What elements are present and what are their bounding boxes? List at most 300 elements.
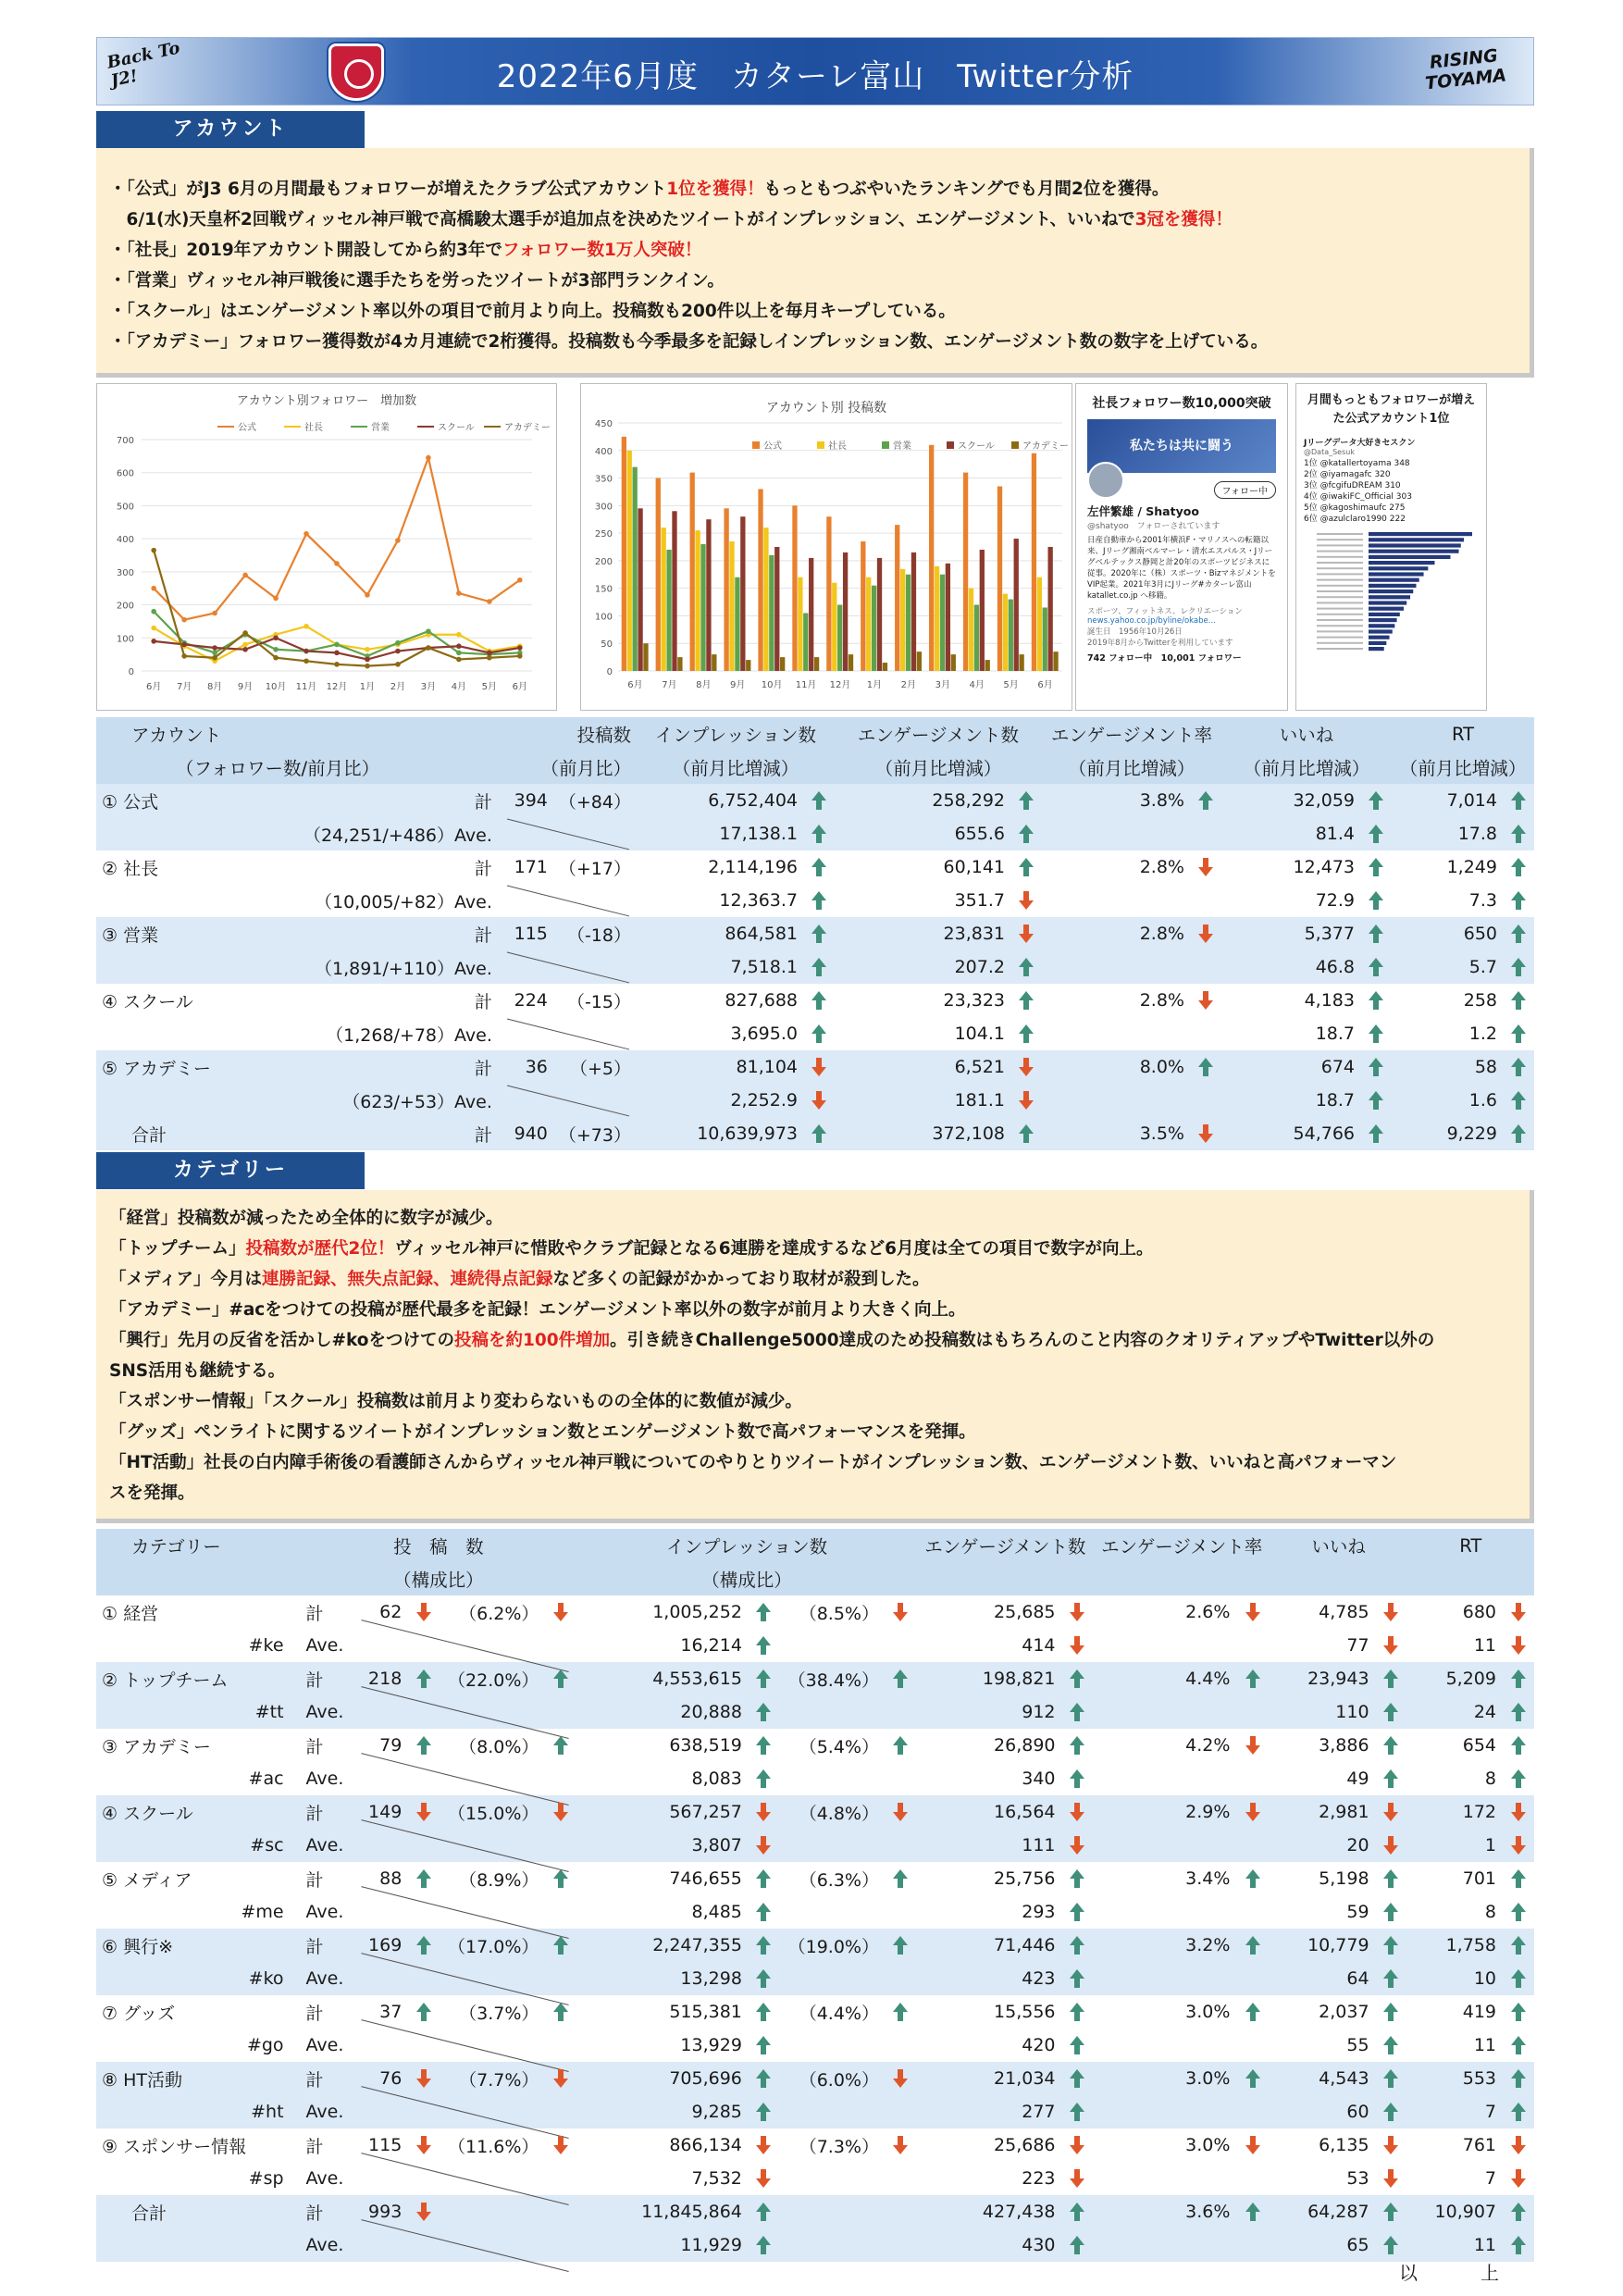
trend-cell [1235,1729,1270,1762]
legend-swatch [752,441,760,449]
arrow-up-icon [1367,990,1385,1011]
y-tick-label: 500 [116,502,134,513]
rate-cell: 2.8% [1042,917,1190,950]
y-tick-label: 450 [594,419,613,429]
ave-label: Ave. [454,825,492,846]
posts-diff-cell: （+84） [553,784,637,817]
arrow-up-icon [1509,957,1528,977]
trend-cell [1360,1084,1392,1117]
bar [724,508,728,671]
data-point [242,573,248,578]
trend-cell [803,1084,835,1117]
following-button[interactable]: フォロー中 [1214,481,1277,499]
table-row [96,1929,1534,1962]
summary-text: 「HT活動」社長の白内障手術後の看護師さんからヴィッセル神戸戦についてのやりとりツイートがインプレッション数、エンゲージメント数、いいねと高パフォーマン [109,1453,1397,1472]
tweet-handle: @Data_Sesuk [1304,448,1355,456]
ranking-bar [1369,607,1404,611]
engagements-cell: 60,141 [943,857,1005,877]
subheader-cell: （前月比） [498,751,637,784]
table-row-average [96,2162,1534,2195]
trend-cell [748,1929,780,1962]
likes-average-cell: 110 [1270,1695,1375,1729]
rate-cell: 3.2% [1094,1929,1236,1962]
data-point [151,626,156,631]
empty-cell [780,1695,917,1729]
empty-diagonal-cell [498,950,637,984]
bar [980,550,985,671]
trend-cell [1502,2095,1534,2128]
empty-cell [780,1962,917,1995]
data-point [304,658,309,664]
arrow-up-icon [1509,1024,1528,1044]
ranking-bar [1369,601,1406,604]
bar [1032,453,1036,671]
legend-swatch [1011,441,1019,449]
arrow-down-icon [1196,857,1215,877]
arrow-up-icon [754,1769,773,1789]
account-name: ③ 営業 [102,925,159,946]
trend-cell [885,1729,917,1762]
profile-category: スポーツ、フィットネス、レクリエーション [1087,607,1243,616]
trend-cell [1360,984,1392,1017]
empty-cell [1094,1762,1270,1795]
arrow-up-icon [1068,1735,1086,1756]
trend-cell [1061,1695,1094,1729]
trend-cell [803,1117,835,1150]
ranking-bar [1369,550,1459,553]
empty-diagonal-cell [351,2095,577,2128]
arrow-up-icon [891,1669,910,1689]
kei-label: 計 [301,1662,351,1695]
posts-cell: 79 [379,1735,403,1756]
trend-cell [748,1795,780,1829]
arrow-up-icon [1509,1057,1528,1077]
impressions-cell: 864,581 [637,917,803,950]
trend-cell [1360,817,1392,850]
summary-text: ヴィッセル神戸に惜敗やクラブ記録となる6連勝を達成するなど6月度は全ての項目で数字が向上。 [394,1239,1154,1259]
data-point [273,596,279,602]
x-tick-label: 9月 [730,680,746,690]
kei-label: 計 [301,2062,351,2095]
arrow-up-icon [1381,1669,1400,1689]
trend-cell [1190,1117,1221,1150]
followers-cell [96,1017,498,1050]
legend-label: 社長 [304,423,323,433]
trend-cell [1375,1895,1407,1929]
posts-cell: 169 [351,1929,408,1962]
rank-account: 5位 @kagoshimaufc [1304,503,1387,513]
follower-line-chart-svg [97,384,556,710]
arrow-up-icon [754,2102,773,2122]
trend-cell [1235,2195,1270,2228]
data-point [304,531,309,537]
trend-cell [803,850,835,884]
trend-cell [407,1995,440,2029]
rt-cell: 1,758 [1406,1929,1502,1962]
bar [746,660,750,671]
rate-cell: 2.6% [1185,1602,1231,1622]
tag-cell: #sc [96,1829,301,1862]
trend-cell [1010,1017,1042,1050]
posts-cell: 76 [351,2062,408,2095]
ranking-bar-label [1317,585,1363,587]
trend-cell [1061,2228,1094,2262]
likes-cell: 12,473 [1293,857,1355,877]
trend-cell [1502,1595,1534,1629]
trend-cell [1502,2029,1534,2062]
arrow-up-icon [1367,890,1385,911]
subheader-cell: （フォロワー数/前月比） [96,751,498,784]
arrow-down-icon [1068,1835,1086,1855]
arrow-up-icon [1381,1902,1400,1922]
bar [1009,600,1013,671]
trend-cell [1190,784,1221,817]
profile-link[interactable]: news.yahoo.co.jp/byline/okabe... [1087,616,1216,626]
trend-cell [748,2195,780,2228]
category-name-cell: ② トップチーム [96,1662,301,1695]
bar [690,473,695,671]
data-point [151,609,156,614]
bar [662,527,666,671]
arrow-up-icon [1509,890,1528,911]
category-name-cell: ⑨ スポンサー情報 [102,2136,247,2157]
bar [622,437,626,671]
arrow-down-icon [810,1057,828,1077]
data-point [426,645,431,651]
likes-cell: 5,198 [1319,1868,1369,1889]
arrow-up-icon [1068,1669,1086,1689]
rt-cell: 650 [1392,917,1503,950]
ranking-bar [1369,613,1400,616]
trend-cell [407,1595,440,1629]
ave-label: Ave. [305,2035,344,2055]
subheader-cell: （前月比増減） [637,751,835,784]
ranking-bar-chart [1304,528,1480,653]
share-cell: （3.7%） [459,2003,539,2024]
impressions-average-cell: 8,485 [691,1902,742,1922]
empty-cell [1042,1084,1190,1117]
table-row-average [96,817,1534,850]
posts-cell: 88 [379,1868,403,1889]
likes-average-cell: 20 [1270,1829,1375,1862]
arrow-up-icon [810,990,828,1011]
ranking-bar-label [1317,608,1363,610]
data-point [304,649,309,654]
x-tick-label: 6月 [627,680,643,690]
empty-cell [780,2029,917,2062]
trend-cell [1010,1084,1042,1117]
rate-cell: 4.2% [1185,1735,1231,1756]
arrow-up-icon [1509,990,1528,1011]
legend-swatch [817,441,824,449]
impressions-average-cell: 20,888 [576,1695,748,1729]
data-point [212,611,217,616]
trend-cell [1010,850,1042,884]
trend-cell [1010,984,1042,1017]
trend-cell [748,1895,780,1929]
trend-cell [803,950,835,984]
category-summary-line [109,1234,1530,1264]
arrow-up-icon [810,1024,828,1044]
x-tick-label: 10月 [265,682,287,692]
posts-cell: 218 [351,1662,408,1695]
impressions-average-cell: 13,929 [680,2035,742,2055]
rt-average-cell: 1.6 [1392,1084,1503,1117]
x-tick-label: 9月 [237,682,254,692]
summary-text: もっともつぶやいたランキングでも月間2位を獲得。 [763,180,1170,199]
ave-label: Ave. [301,2228,351,2262]
category-name-cell: ④ スクール [96,1795,301,1829]
highlight-text: 投稿を約100件増加 [454,1331,611,1350]
data-point [273,647,279,652]
arrow-up-icon [1367,1090,1385,1111]
arrow-down-icon [551,1602,570,1622]
engagements-cell: 15,556 [994,2002,1056,2022]
bar [677,657,682,671]
arrow-up-icon [754,2035,773,2055]
ranking-bar [1369,578,1419,582]
table-row-average [96,884,1534,917]
subheader-cell: （前月比増減） [835,751,1042,784]
posts-diff-cell: （-15） [566,991,631,1012]
ranking-bar-label [1317,625,1363,627]
trend-cell [1375,2195,1407,2228]
rt-average-cell: 17.8 [1392,817,1503,850]
engagements-average-cell: 223 [1022,2168,1056,2189]
trend-cell [1010,884,1042,917]
arrow-down-icon [415,1802,433,1822]
arrow-down-icon [1068,1602,1086,1622]
total-label: 合計 [96,2195,301,2228]
arrow-up-icon [1509,1735,1528,1756]
empty-cell [780,2095,917,2128]
impressions-average-cell: 7,532 [691,2168,742,2189]
ranking-bar [1369,532,1472,536]
empty-cell [1190,817,1221,850]
arrow-up-icon [1017,857,1035,877]
data-point [273,635,279,640]
data-point [304,624,309,629]
engagements-average-cell: 414 [1022,1635,1056,1656]
trend-cell [748,1762,780,1795]
rank-account: 2位 @iyamagafc [1304,470,1372,479]
posts-cell: 62 [379,1602,403,1622]
ranking-bar-label [1317,648,1363,650]
data-point [456,643,462,649]
trend-cell [1502,1795,1534,1829]
bar [627,451,632,671]
bar [729,541,734,671]
summary-text: 「経営」投稿数が減ったため全体的に数字が減少。 [109,1209,503,1228]
ranking-item [1304,503,1479,514]
empty-cell [1190,1084,1221,1117]
trend-cell [1375,1962,1407,1995]
trend-cell [1061,1662,1094,1695]
trend-cell [1503,850,1534,884]
account-summary-line [109,296,1530,327]
rt-average-cell: 11 [1473,1635,1496,1656]
subheader-cell: （前月比増減） [1221,751,1392,784]
trend-cell [1061,1995,1094,2029]
impressions-cell: 866,134 [669,2135,742,2155]
likes-average-cell: 49 [1346,1769,1369,1789]
ranking-bar [1369,584,1416,588]
arrow-down-icon [551,2135,570,2155]
arrow-down-icon [754,1835,773,1855]
president-profile-card [1075,383,1288,711]
posts-cell: 171 [514,857,548,877]
rt-cell: 701 [1462,1868,1496,1889]
table-row [96,1662,1534,1695]
empty-cell [1094,2029,1270,2062]
arrow-up-icon [754,1669,773,1689]
profile-follow-count: 742 フォロー中 10,001 フォロワー [1087,653,1242,664]
table-row [96,1050,1534,1084]
ave-label: Ave. [454,958,492,979]
impressions-average-cell: 7,518.1 [637,950,803,984]
empty-diagonal-cell [351,2029,577,2062]
posts-cell: 224 [514,990,548,1011]
ranking-bar [1369,566,1428,570]
share-cell: （22.0%） [440,1662,544,1695]
share-cell: （7.7%） [440,2062,544,2095]
arrow-up-icon [1381,1769,1400,1789]
arrow-down-icon [1244,1802,1262,1822]
bar [666,550,671,671]
bar [1047,547,1052,671]
trend-cell [803,817,835,850]
likes-average-cell: 53 [1346,2168,1369,2189]
x-tick-label: 10月 [761,680,783,690]
tag-cell: #sp [248,2168,284,2189]
trend-cell [407,2195,440,2228]
highlight-text: 1位を獲得！ [666,180,764,199]
likes-cell: 64,287 [1270,2195,1375,2228]
table-row-average [96,950,1534,984]
account-summary-line [109,174,1530,205]
x-tick-label: 6月 [146,682,162,692]
impressions-cell: 638,519 [669,1735,742,1756]
trend-cell [1061,2062,1094,2095]
data-point [181,653,187,659]
tag-cell: #me [241,1902,284,1922]
trend-cell [1503,1050,1534,1084]
rt-cell: 553 [1406,2062,1502,2095]
trend-cell [1375,1762,1407,1795]
posts-cell: 940 [498,1117,553,1150]
legend-label: スクール [438,423,475,433]
post-bar-chart-svg [581,384,1072,710]
ranking-bar-label [1317,596,1363,598]
legend-label: 公式 [763,441,782,452]
x-tick-label: 8月 [696,680,712,690]
followers-cell [96,1084,498,1117]
rank-value: 348 [1394,459,1410,468]
likes-cell: 5,377 [1221,917,1360,950]
data-point [395,538,401,543]
y-tick-label: 0 [128,667,134,677]
likes-cell: 4,543 [1270,2062,1375,2095]
arrow-down-icon [1381,1602,1400,1622]
arrow-up-icon [1509,857,1528,877]
empty-cell [1042,884,1190,917]
engagements-average-cell: 423 [917,1962,1061,1995]
arrow-up-icon [1244,2202,1262,2222]
rank-account: 6位 @azulclaro1990 [1304,515,1387,524]
x-tick-label: 2月 [900,680,917,690]
arrow-down-icon [1509,1835,1528,1855]
followers-text: （10,005/+82） [315,891,455,912]
account-name: ② 社長 [102,858,159,879]
table-row [96,1729,1534,1762]
account-summary-line [109,327,1530,357]
trend-cell [1190,850,1221,884]
arrow-down-icon [1068,1635,1086,1656]
trend-cell [1375,1695,1407,1729]
posts-cell: 37 [379,2002,403,2022]
trend-cell [1061,2029,1094,2062]
trend-cell [1360,1117,1392,1150]
bar [695,530,700,671]
series-line [154,612,520,656]
summary-text: 「メディア」今月は [109,1270,263,1289]
trend-cell [1061,1729,1094,1762]
arrow-down-icon [1509,1602,1528,1622]
arrow-up-icon [810,857,828,877]
monthly-ranking-card [1295,383,1487,711]
arrow-up-icon [1509,2202,1528,2222]
arrow-up-icon [754,1868,773,1889]
impressions-average-cell: 11,929 [576,2228,748,2262]
trend-cell [1061,2095,1094,2128]
trend-cell [1235,1862,1270,1895]
posts-diff-cell: （+73） [553,1117,637,1150]
empty-cell [1094,2162,1270,2195]
bar [929,445,934,671]
engagements-cell: 258,292 [835,784,1010,817]
data-point [517,577,523,583]
trend-cell [1375,2128,1407,2162]
summary-text: など多くの記録がかかっており取材が殺到した。 [552,1270,930,1289]
x-tick-label: 5月 [481,682,498,692]
posts-diff-cell: （+17） [558,858,631,879]
trend-cell [1061,2162,1094,2195]
share-cell: （11.6%） [448,2136,539,2157]
arrow-up-icon [1068,2035,1086,2055]
bar [774,547,779,671]
impressions-average-cell: 16,214 [680,1635,742,1656]
trend-cell [1502,1629,1534,1662]
ranking-item [1304,458,1479,469]
arrow-up-icon [754,1968,773,1989]
category-name-cell: ⑧ HT活動 [96,2062,301,2095]
rt-average-cell: 8 [1484,1902,1496,1922]
trend-cell [1360,784,1392,817]
arrow-down-icon [891,2135,910,2155]
highlight-text: 投稿数が歴代2位！ [245,1239,395,1259]
share-cell: （15.0%） [440,1795,544,1829]
legend-label: 営業 [371,423,390,433]
category-name-cell: ③ アカデミー [102,1736,211,1757]
bar [826,516,831,671]
rt-average-cell: 7.3 [1468,890,1497,911]
bar [1019,654,1023,671]
rank-account: 1位 @katallertoyama [1304,459,1392,468]
bar [969,589,973,671]
arrow-down-icon [1509,2168,1528,2189]
arrow-up-icon [754,2068,773,2089]
rt-cell: 1,249 [1446,857,1497,877]
